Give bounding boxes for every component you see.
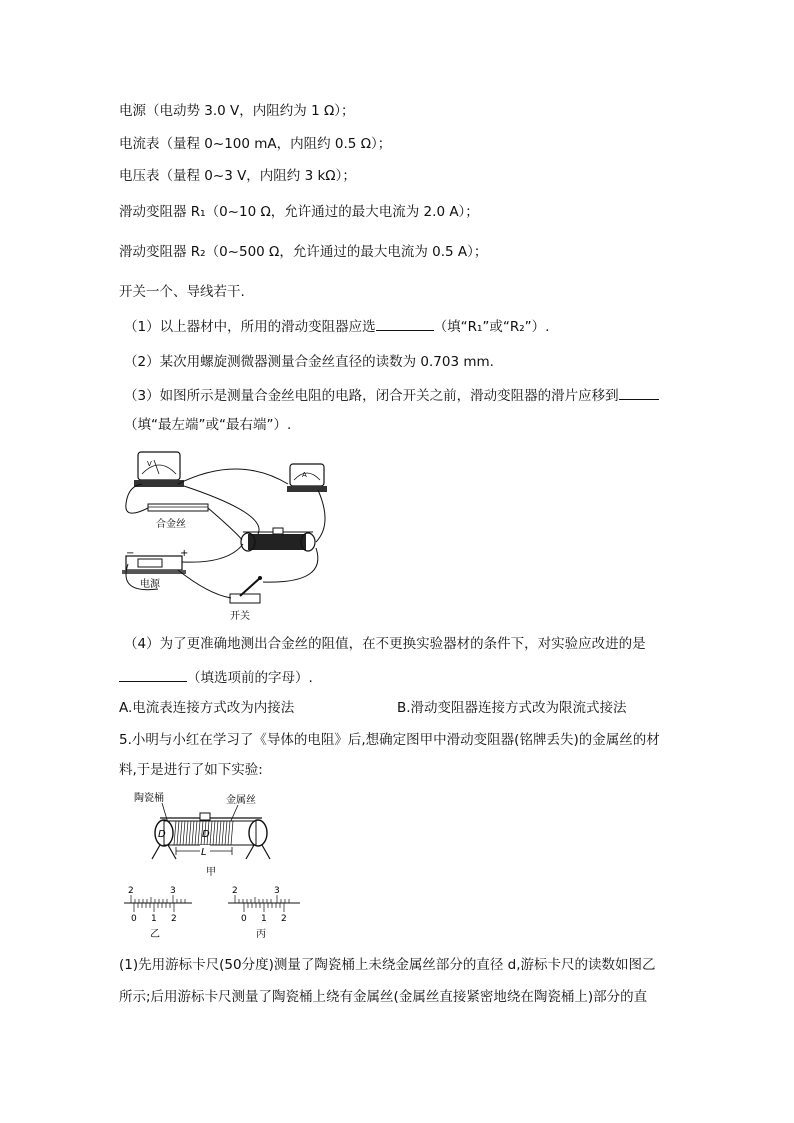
question-1 bbox=[124, 316, 549, 336]
ammeter-label: A bbox=[302, 471, 307, 479]
circuit-figure bbox=[118, 444, 328, 626]
porcelain-tube-label: 陶瓷桶 bbox=[134, 793, 164, 804]
bing-main-tick-3: 3 bbox=[274, 886, 280, 896]
option-a: A.电流表连接方式改为内接法 bbox=[119, 700, 295, 716]
item-switch-wires: 开关一个、导线若干. bbox=[119, 284, 245, 300]
length-L-label: L bbox=[201, 847, 207, 858]
switch-label: 开关 bbox=[230, 611, 250, 622]
item-rheostat-2: 滑动变阻器 R₂（0~500 Ω，允许通过的最大电流为 0.5 A）； bbox=[119, 244, 488, 260]
yi-main-tick-3: 3 bbox=[170, 886, 176, 896]
yi-vernier-0: 0 bbox=[131, 914, 137, 924]
question-1-suffix: （填“R₁”或“R₂”）. bbox=[433, 319, 550, 335]
item-ammeter: 电流表（量程 0~100 mA，内阻约 0.5 Ω）； bbox=[119, 136, 392, 152]
question-4-suffix: （填选项前的字母）. bbox=[187, 670, 313, 686]
voltmeter-icon bbox=[134, 452, 184, 487]
power-source-label: 电源 bbox=[140, 579, 160, 590]
item-voltmeter: 电压表（量程 0~3 V，内阻约 3 kΩ）； bbox=[119, 168, 356, 184]
figure-jia-label: 甲 bbox=[206, 867, 216, 878]
question-3-line2: （填“最左端”或“最右端”）. bbox=[124, 417, 292, 433]
diameter-d-label: D bbox=[158, 829, 166, 840]
vernier-caliper-bing bbox=[228, 886, 300, 940]
option-b: B.滑动变阻器连接方式改为限流式接法 bbox=[397, 700, 627, 716]
figure-yi-label: 乙 bbox=[150, 929, 160, 940]
bing-vernier-1: 1 bbox=[261, 914, 267, 924]
diameter-D-label: D bbox=[202, 829, 210, 840]
item-rheostat-1: 滑动变阻器 R₁（0~10 Ω，允许通过的最大电流为 2.0 A）； bbox=[119, 204, 479, 220]
question-4: （4）为了更准确地测出合金丝的阻值，在不更换实验器材的条件下，对实验应改进的是 bbox=[124, 636, 646, 652]
question-1-text: （1）以上器材中，所用的滑动变阻器应选 bbox=[124, 319, 376, 335]
question-5-line2: 料,于是进行了如下实验: bbox=[119, 762, 263, 778]
question-5-line1: 5.小明与小红在学习了《导体的电阻》后,想确定图甲中滑动变阻器(铭牌丢失)的金属丝的材 bbox=[119, 732, 660, 748]
rheostat-vernier-figure bbox=[120, 785, 320, 945]
question-2: （2）某次用螺旋测微器测量合金丝直径的读数为 0.703 mm. bbox=[124, 354, 494, 370]
yi-vernier-2: 2 bbox=[171, 914, 177, 924]
voltmeter-label: V bbox=[147, 460, 152, 468]
answer-blank-3[interactable] bbox=[619, 385, 659, 400]
figure-bing-label: 丙 bbox=[256, 929, 266, 940]
bing-vernier-2: 2 bbox=[281, 914, 287, 924]
answer-blank-1[interactable] bbox=[376, 316, 434, 331]
metal-wire-label: 金属丝 bbox=[226, 795, 256, 806]
switch-icon bbox=[230, 576, 262, 603]
bing-vernier-0: 0 bbox=[241, 914, 247, 924]
ammeter-icon bbox=[287, 464, 327, 492]
question-4-line2 bbox=[119, 667, 313, 687]
porcelain-tube-icon bbox=[152, 813, 270, 859]
battery-plus: + bbox=[180, 548, 189, 559]
bing-main-tick-2: 2 bbox=[232, 886, 238, 896]
alloy-wire-board bbox=[148, 504, 208, 511]
answer-blank-4[interactable] bbox=[119, 667, 187, 682]
item-power: 电源（电动势 3.0 V，内阻约为 1 Ω）； bbox=[119, 103, 355, 119]
question-3 bbox=[124, 385, 659, 405]
battery-minus: − bbox=[126, 548, 135, 559]
yi-vernier-1: 1 bbox=[151, 914, 157, 924]
alloy-wire-label: 合金丝 bbox=[156, 519, 186, 530]
question-5-1-line2: 所示;后用游标卡尺测量了陶瓷桶上绕有金属丝(金属丝直接紧密地绕在陶瓷桶上)部分的直 bbox=[119, 989, 648, 1005]
vernier-caliper-yi bbox=[124, 886, 192, 940]
yi-main-tick-2: 2 bbox=[128, 886, 134, 896]
question-5-1-line1: (1)先用游标卡尺(50分度)测量了陶瓷桶上未绕金属丝部分的直径 d,游标卡尺的读数如图乙 bbox=[119, 957, 656, 973]
question-3-text: （3）如图所示是测量合金丝电阻的电路，闭合开关之前，滑动变阻器的滑片应移到 bbox=[124, 388, 619, 404]
rheostat-icon bbox=[241, 528, 315, 551]
